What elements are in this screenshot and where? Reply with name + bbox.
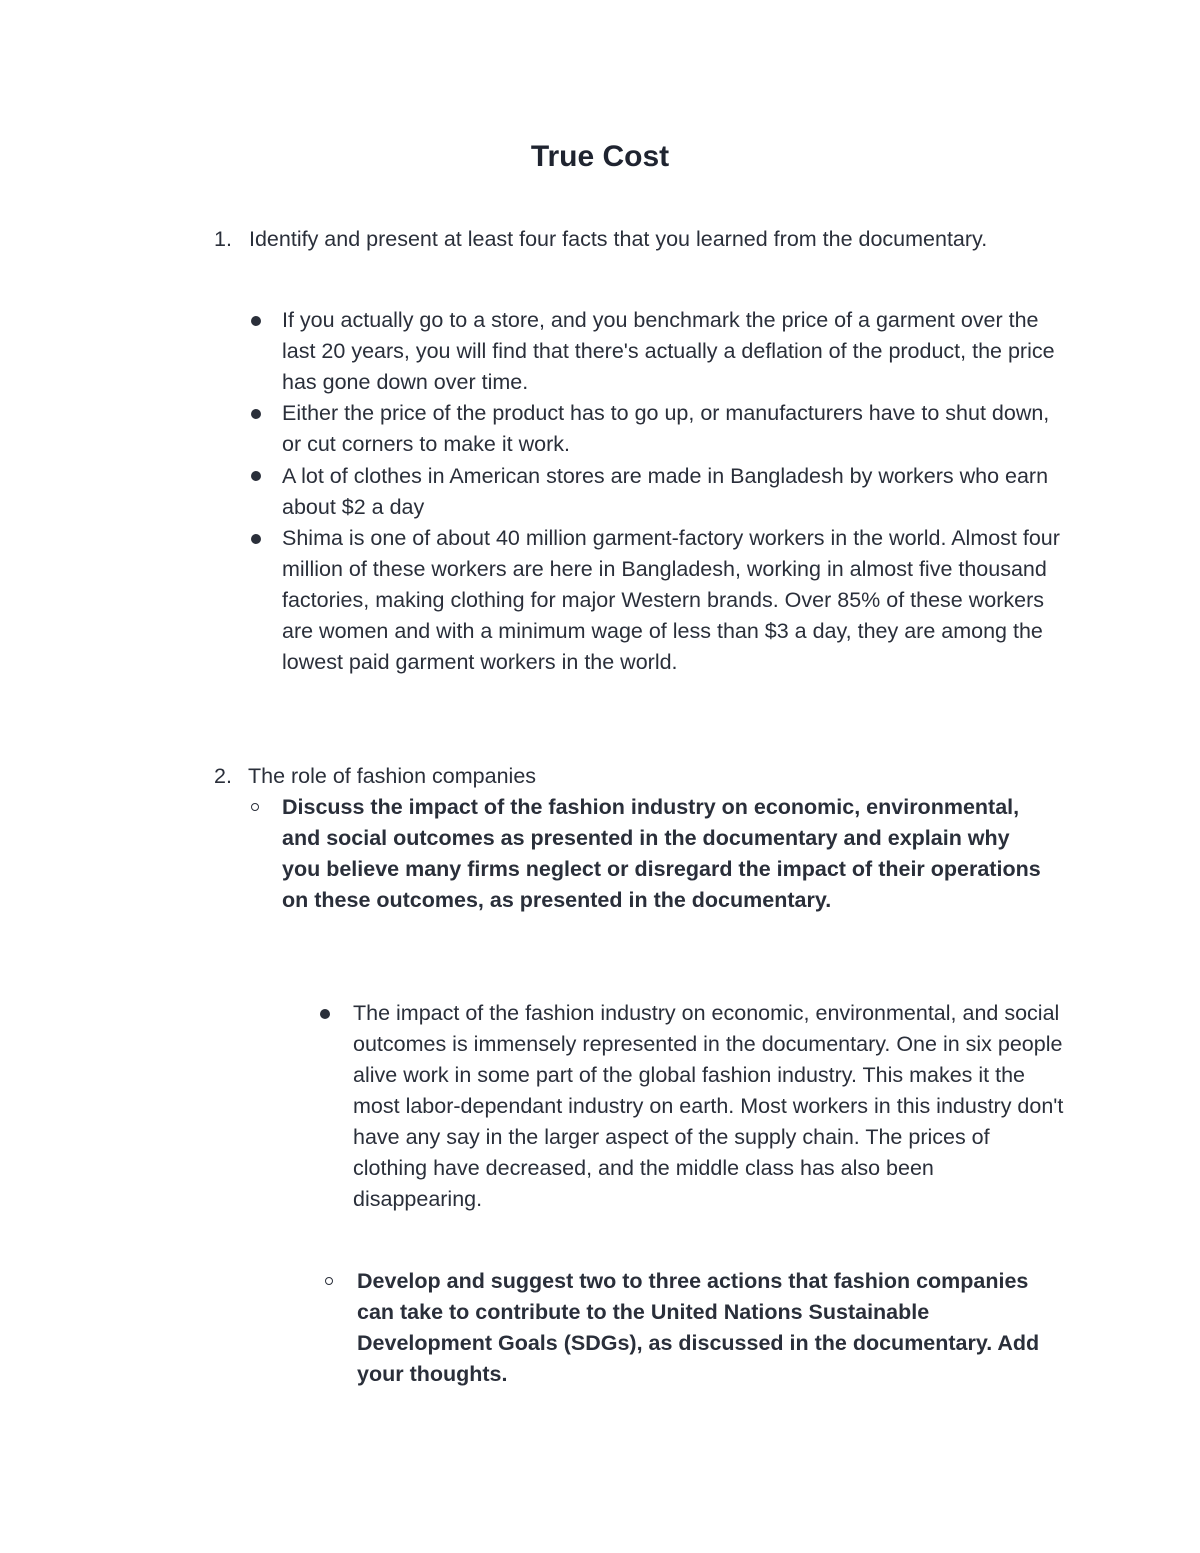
bullet-icon [251, 471, 261, 481]
fact-2: Either the price of the product has to go up, or manufacturers have to shut down, or cut corners to make it work. [282, 401, 1050, 456]
section-1-number: 1. [214, 227, 232, 251]
question-2: Develop and suggest two to three actions that fashion companies can take to contribute to the United Nations Sustainable Development Goals (SDGs), as discussed in the documentary. Add your thoughts. [357, 1269, 1040, 1386]
bullet-icon [251, 409, 261, 419]
section-2-number: 2. [214, 764, 232, 788]
question-1: Discuss the impact of the fashion industry on economic, environmental, and social outcomes as presented in the documentary and explain why you believe many firms neglect or disregard the impact of their operations on these outcomes, as presented in the documentary. [282, 795, 1041, 912]
bullet-icon [251, 534, 261, 544]
fact-1: If you actually go to a store, and you benchmark the price of a garment over the last 20 years, you will find that there's actually a deflation of the product, the price has gone down over time. [282, 308, 1055, 394]
fact-4: Shima is one of about 40 million garment-factory workers in the world. Almost four million of these workers are here in Bangladesh, working in almost five thousand factories, making clothing for major Western brands. Over 85% of these workers are women and with a minimum wage of less than $3 a day, they are among the lowest paid garment workers in the world. [282, 526, 1060, 674]
document-title: True Cost [530, 140, 670, 173]
bullet-icon [251, 316, 261, 326]
bullet-icon [320, 1009, 330, 1019]
section-1-prompt: Identify and present at least four facts that you learned from the documentary. [249, 227, 988, 251]
fact-3: A lot of clothes in American stores are made in Bangladesh by workers who earn about $2 a day [282, 464, 1049, 519]
section-2-heading: The role of fashion companies [248, 764, 537, 788]
answer-1: The impact of the fashion industry on economic, environmental, and social outcomes is immensely represented in the documentary. One in six people alive work in some part of the global fashion industry. This makes it the most labor-dependant industry on earth. Most workers in this industry don't have any say in the larger aspect of the supply chain. The prices of clothing have decreased, and the middle class has also been disappearing. [353, 1001, 1064, 1211]
hollow-bullet-icon [325, 1277, 333, 1285]
hollow-bullet-icon [251, 803, 259, 811]
